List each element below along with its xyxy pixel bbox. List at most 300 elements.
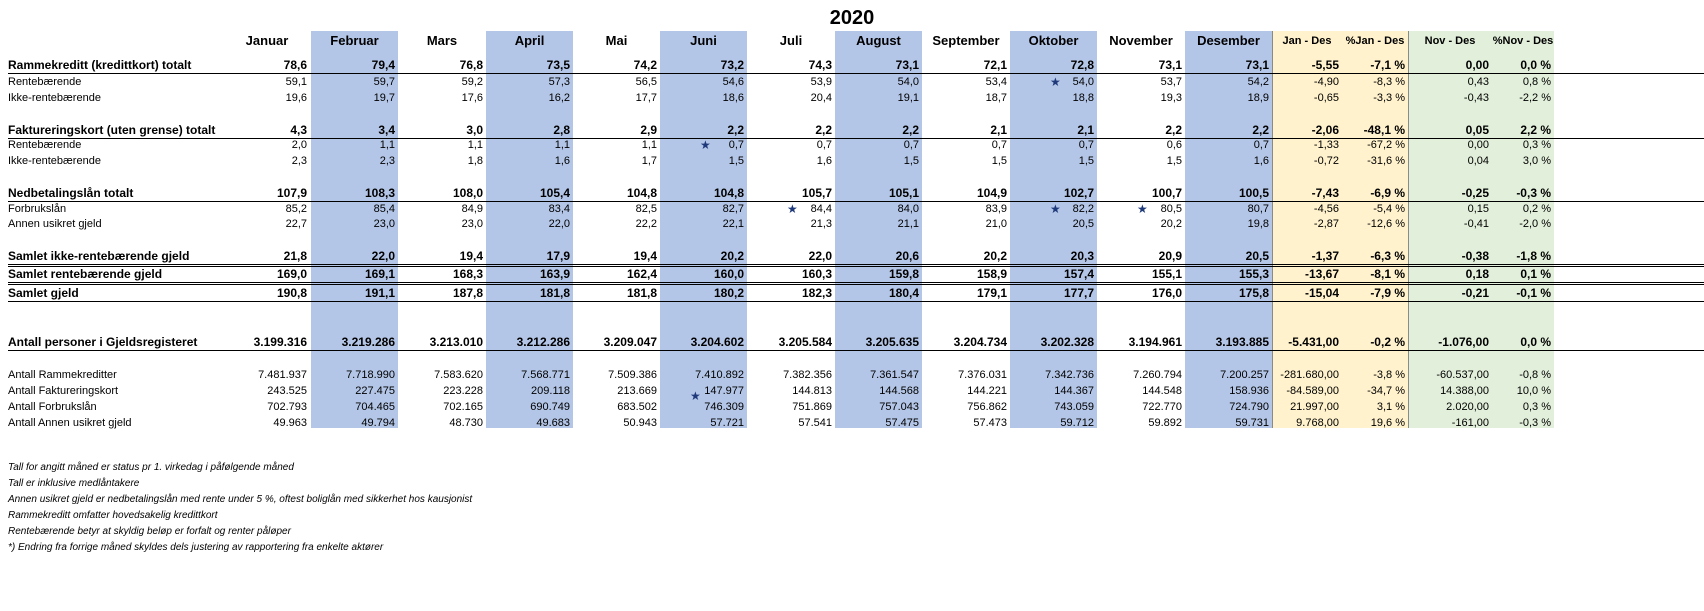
- cell-value: 0,8 %: [1522, 76, 1551, 88]
- cell-value: 179,1: [976, 286, 1007, 300]
- cell-value: 22,7: [285, 218, 307, 230]
- cell-value: 16,2: [548, 92, 570, 104]
- cell-value: 757.043: [879, 401, 919, 413]
- cell-value: -0,1 %: [1516, 286, 1551, 300]
- cell-value: 73,5: [546, 58, 570, 72]
- cell-value: 1,6: [1253, 155, 1269, 167]
- cell-value: 59.731: [1235, 417, 1269, 429]
- cell-value: -0,72: [1313, 155, 1339, 167]
- cell-value: 18,7: [985, 92, 1007, 104]
- cell-value: 3,0 %: [1522, 155, 1551, 167]
- cell-value: -5,55: [1311, 58, 1339, 72]
- cell-value: 74,3: [808, 58, 832, 72]
- cell-value: 104,8: [713, 186, 744, 200]
- cell-value: 3.193.885: [1215, 335, 1269, 349]
- table-row: [8, 415, 1704, 431]
- cell-value: 144.548: [1142, 385, 1182, 397]
- cell-value: -12,6 %: [1367, 218, 1405, 230]
- row-label: Rammekreditt (kredittkort) totalt: [8, 58, 192, 72]
- cell-value: -0,21: [1461, 286, 1489, 300]
- cell-value: -5.431,00: [1288, 335, 1339, 349]
- cell-value: 18,8: [1072, 92, 1094, 104]
- cell-value: 144.367: [1054, 385, 1094, 397]
- column-header: Juni: [690, 33, 717, 48]
- cell-value: 169,1: [364, 267, 395, 281]
- cell-value: -0,3 %: [1516, 186, 1551, 200]
- cell-value: 160,3: [801, 267, 832, 281]
- cell-value: -161,00: [1451, 417, 1489, 429]
- row-label: Samlet rentebærende gjeld: [8, 267, 163, 281]
- cell-value: 159,8: [888, 267, 919, 281]
- cell-value: 0,3 %: [1522, 401, 1551, 413]
- cell-value: 21.997,00: [1290, 401, 1339, 413]
- column-header: %Nov - Des: [1492, 35, 1554, 47]
- table-row: [8, 90, 1704, 106]
- cell-value: 7.583.620: [434, 369, 483, 381]
- cell-value: 751.869: [792, 401, 832, 413]
- cell-value: 17,6: [461, 92, 483, 104]
- cell-value: 20,5: [1072, 218, 1094, 230]
- cell-value: 7.200.257: [1220, 369, 1269, 381]
- cell-value: -2,87: [1313, 218, 1339, 230]
- cell-value: 23,0: [373, 218, 395, 230]
- star-icon: ★: [690, 389, 701, 403]
- cell-value: 158,9: [976, 267, 1007, 281]
- cell-value: 19,1: [897, 92, 919, 104]
- star-icon: ★: [1050, 202, 1061, 216]
- cell-value: 7.342.736: [1045, 369, 1094, 381]
- cell-value: 72,8: [1070, 58, 1094, 72]
- cell-value: -1,33: [1313, 139, 1339, 151]
- cell-value: 9.768,00: [1296, 417, 1339, 429]
- summary-row: [8, 285, 1704, 302]
- cell-value: 54,0: [897, 76, 919, 88]
- cell-value: 0,0 %: [1520, 58, 1551, 72]
- summary-row: [8, 334, 1704, 351]
- cell-value: 7.718.990: [346, 369, 395, 381]
- cell-value: 20,2: [1160, 218, 1182, 230]
- cell-value: -0,8 %: [1519, 369, 1551, 381]
- cell-value: -7,1 %: [1370, 58, 1405, 72]
- cell-value: 3.205.584: [778, 335, 832, 349]
- cell-value: 0,7: [1078, 139, 1094, 151]
- cell-value: 144.221: [967, 385, 1007, 397]
- cell-value: 7.361.547: [870, 369, 919, 381]
- cell-value: 1,1: [379, 139, 395, 151]
- cell-value: 213.669: [617, 385, 657, 397]
- star-icon: ★: [700, 138, 711, 152]
- cell-value: -34,7 %: [1367, 385, 1405, 397]
- cell-value: 83,9: [985, 203, 1007, 215]
- cell-value: 20,6: [895, 249, 919, 263]
- cell-value: -0,38: [1461, 249, 1489, 263]
- cell-value: 20,4: [810, 92, 832, 104]
- cell-value: 2.020,00: [1446, 401, 1489, 413]
- cell-value: 57.721: [710, 417, 744, 429]
- cell-value: 722.770: [1142, 401, 1182, 413]
- footnote: Rammekreditt omfatter hovedsakelig kredittkort: [8, 510, 218, 521]
- cell-value: 78,6: [283, 58, 307, 72]
- row-label: Ikke-rentebærende: [8, 155, 101, 167]
- row-label: Rentebærende: [8, 76, 82, 88]
- cell-value: 83,4: [548, 203, 570, 215]
- cell-value: 18,9: [1247, 92, 1269, 104]
- footnote: Tall er inklusive medlåntakere: [8, 478, 140, 489]
- cell-value: 0,2 %: [1522, 203, 1551, 215]
- summary-row: [8, 185, 1704, 202]
- cell-value: 743.059: [1054, 401, 1094, 413]
- cell-value: 162,4: [626, 267, 657, 281]
- row-label: Antall Annen usikret gjeld: [8, 417, 132, 429]
- cell-value: 49.683: [536, 417, 570, 429]
- cell-value: 72,1: [983, 58, 1007, 72]
- column-header: Jan - Des: [1282, 35, 1332, 47]
- cell-value: 22,0: [808, 249, 832, 263]
- cell-value: 19,4: [633, 249, 657, 263]
- cell-value: -1,8 %: [1516, 249, 1551, 263]
- cell-value: 21,1: [897, 218, 919, 230]
- cell-value: 702.165: [443, 401, 483, 413]
- cell-value: 176,0: [1151, 286, 1182, 300]
- footnote: Rentebærende betyr at skyldig beløp er forfalt og renter påløper: [8, 526, 291, 537]
- cell-value: 74,2: [633, 58, 657, 72]
- cell-value: 73,1: [895, 58, 919, 72]
- cell-value: -48,1 %: [1363, 123, 1405, 137]
- cell-value: -4,56: [1313, 203, 1339, 215]
- cell-value: -84.589,00: [1286, 385, 1339, 397]
- cell-value: 59.712: [1060, 417, 1094, 429]
- cell-value: -7,9 %: [1370, 286, 1405, 300]
- cell-value: 1,8: [467, 155, 483, 167]
- cell-value: -3,8 %: [1373, 369, 1405, 381]
- cell-value: 108,0: [452, 186, 483, 200]
- cell-value: 0,0 %: [1520, 335, 1551, 349]
- cell-value: 2,2: [1252, 123, 1269, 137]
- cell-value: 79,4: [371, 58, 395, 72]
- cell-value: 19,8: [1247, 218, 1269, 230]
- row-label: Antall Forbrukslån: [8, 401, 97, 413]
- cell-value: 2,1: [990, 123, 1007, 137]
- cell-value: 3.194.961: [1128, 335, 1182, 349]
- cell-value: 2,2: [815, 123, 832, 137]
- cell-value: 187,8: [452, 286, 483, 300]
- cell-value: 18,6: [722, 92, 744, 104]
- cell-value: 182,3: [801, 286, 832, 300]
- footnotes: [8, 460, 472, 556]
- column-header: Januar: [245, 33, 289, 48]
- cell-value: 76,8: [459, 58, 483, 72]
- cell-value: 0,00: [1467, 139, 1489, 151]
- column-header: Mai: [605, 33, 628, 48]
- cell-value: 105,1: [888, 186, 919, 200]
- cell-value: -8,3 %: [1373, 76, 1405, 88]
- cell-value: 1,5: [1078, 155, 1094, 167]
- cell-value: 53,4: [985, 76, 1007, 88]
- cell-value: 746.309: [704, 401, 744, 413]
- cell-value: 57,3: [548, 76, 570, 88]
- cell-value: 191,1: [364, 286, 395, 300]
- cell-value: 80,7: [1247, 203, 1269, 215]
- cell-value: 84,0: [897, 203, 919, 215]
- cell-value: 7.509.386: [608, 369, 657, 381]
- cell-value: 21,0: [985, 218, 1007, 230]
- table-row: [8, 137, 1704, 153]
- cell-value: 0,6: [1166, 139, 1182, 151]
- column-header: Februar: [330, 33, 379, 48]
- row-label: Faktureringskort (uten grense) totalt: [8, 123, 216, 137]
- cell-value: 84,4: [810, 203, 832, 215]
- cell-value: 59,7: [373, 76, 395, 88]
- cell-value: 54,6: [722, 76, 744, 88]
- column-header: Mars: [426, 33, 458, 48]
- cell-value: 102,7: [1063, 186, 1094, 200]
- cell-value: 190,8: [276, 286, 307, 300]
- footnote: Tall for angitt måned er status pr 1. virkedag i påfølgende måned: [8, 462, 294, 473]
- column-header: Desember: [1197, 33, 1260, 48]
- cell-value: 1,1: [554, 139, 570, 151]
- cell-value: 0,18: [1465, 267, 1489, 281]
- cell-value: 48.730: [449, 417, 483, 429]
- cell-value: 1,1: [641, 139, 657, 151]
- cell-value: 59,1: [285, 76, 307, 88]
- cell-value: 10,0 %: [1516, 385, 1551, 397]
- cell-value: 181,8: [626, 286, 657, 300]
- cell-value: 59.892: [1148, 417, 1182, 429]
- cell-value: 1,5: [728, 155, 744, 167]
- cell-value: 702.793: [267, 401, 307, 413]
- cell-value: 73,1: [1245, 58, 1269, 72]
- row-label: Annen usikret gjeld: [8, 218, 102, 230]
- cell-value: 100,7: [1151, 186, 1182, 200]
- cell-value: 3.199.316: [253, 335, 307, 349]
- cell-value: 59,2: [461, 76, 483, 88]
- footnote: Annen usikret gjeld er nedbetalingslån med rente under 5 %, oftest boliglån med sikkerhet hos kausjonist: [8, 494, 473, 505]
- cell-value: 157,4: [1063, 267, 1094, 281]
- cell-value: 0,1 %: [1520, 267, 1551, 281]
- cell-value: -281.680,00: [1280, 369, 1339, 381]
- cell-value: 2,3: [379, 155, 395, 167]
- cell-value: 20,2: [720, 249, 744, 263]
- cell-value: -2,06: [1311, 123, 1339, 137]
- cell-value: 704.465: [355, 401, 395, 413]
- column-header: August: [856, 33, 901, 48]
- cell-value: 22,2: [635, 218, 657, 230]
- cell-value: 7.568.771: [521, 369, 570, 381]
- cell-value: 0,04: [1467, 155, 1489, 167]
- cell-value: 7.410.892: [695, 369, 744, 381]
- row-label: Forbrukslån: [8, 203, 67, 215]
- cell-value: 20,5: [1245, 249, 1269, 263]
- cell-value: 144.813: [792, 385, 832, 397]
- cell-value: 82,2: [1072, 203, 1094, 215]
- cell-value: 19,6 %: [1370, 417, 1405, 429]
- cell-value: 82,7: [722, 203, 744, 215]
- column-header: April: [514, 33, 545, 48]
- cell-value: 209.118: [531, 385, 570, 397]
- cell-value: 724.790: [1229, 401, 1269, 413]
- cell-value: 22,0: [371, 249, 395, 263]
- cell-value: 690.749: [530, 401, 570, 413]
- cell-value: 158.936: [1229, 385, 1269, 397]
- footnote: *) Endring fra forrige måned skyldes dels justering av rapportering fra enkelte aktører: [8, 542, 384, 553]
- cell-value: 23,0: [461, 218, 483, 230]
- cell-value: 3.213.010: [429, 335, 483, 349]
- cell-value: -1.076,00: [1438, 335, 1489, 349]
- cell-value: 0,05: [1465, 123, 1489, 137]
- cell-value: -0,41: [1463, 218, 1489, 230]
- cell-value: 19,3: [1160, 92, 1182, 104]
- cell-value: 22,1: [722, 218, 744, 230]
- cell-value: 2,8: [553, 123, 570, 137]
- summary-row: [8, 266, 1704, 285]
- cell-value: 0,7: [816, 139, 832, 151]
- cell-value: 181,8: [539, 286, 570, 300]
- cell-value: 7.260.794: [1133, 369, 1182, 381]
- cell-value: 17,7: [635, 92, 657, 104]
- column-header: Nov - Des: [1424, 35, 1476, 47]
- cell-value: 4,3: [290, 123, 307, 137]
- cell-value: 1,5: [1166, 155, 1182, 167]
- cell-value: 105,4: [539, 186, 570, 200]
- cell-value: 0,43: [1467, 76, 1489, 88]
- cell-value: 85,2: [285, 203, 307, 215]
- cell-value: -8,1 %: [1370, 267, 1405, 281]
- cell-value: 53,7: [1160, 76, 1182, 88]
- cell-value: 169,0: [276, 267, 307, 281]
- cell-value: 53,9: [810, 76, 832, 88]
- cell-value: 19,6: [285, 92, 307, 104]
- page-title: 2020: [829, 7, 875, 29]
- cell-value: 0,00: [1465, 58, 1489, 72]
- row-label: Samlet gjeld: [8, 286, 79, 300]
- row-label: Ikke-rentebærende: [8, 92, 101, 104]
- cell-value: 3.204.734: [953, 335, 1007, 349]
- cell-value: 107,9: [276, 186, 307, 200]
- cell-value: 73,2: [720, 58, 744, 72]
- cell-value: 160,0: [713, 267, 744, 281]
- cell-value: 57.475: [885, 417, 919, 429]
- cell-value: 155,3: [1238, 267, 1269, 281]
- column-header: September: [932, 33, 1000, 48]
- summary-row: [8, 248, 1704, 267]
- cell-value: -13,67: [1304, 267, 1339, 281]
- cell-value: 163,9: [539, 267, 570, 281]
- cell-value: -0,43: [1463, 92, 1489, 104]
- cell-value: -2,0 %: [1519, 218, 1551, 230]
- cell-value: 3.202.328: [1040, 335, 1094, 349]
- cell-value: 2,2: [1165, 123, 1182, 137]
- cell-value: -7,43: [1311, 186, 1339, 200]
- cell-value: 104,8: [626, 186, 657, 200]
- table-row: [8, 74, 1704, 90]
- cell-value: 3.219.286: [341, 335, 395, 349]
- cell-value: 175,8: [1238, 286, 1269, 300]
- cell-value: 3.209.047: [603, 335, 657, 349]
- cell-value: 3,1 %: [1376, 401, 1405, 413]
- cell-value: 227.475: [355, 385, 395, 397]
- cell-value: -0,2 %: [1370, 335, 1405, 349]
- cell-value: 20,3: [1070, 249, 1094, 263]
- table-row: [8, 153, 1704, 169]
- row-label: Nedbetalingslån totalt: [8, 186, 134, 200]
- cell-value: 85,4: [373, 203, 395, 215]
- cell-value: -67,2 %: [1367, 139, 1405, 151]
- row-label: Samlet ikke-rentebærende gjeld: [8, 249, 190, 263]
- table-row: [8, 367, 1704, 383]
- column-header: Oktober: [1028, 33, 1079, 48]
- cell-value: 21,3: [810, 218, 832, 230]
- cell-value: -2,2 %: [1519, 92, 1551, 104]
- row-label: Rentebærende: [8, 139, 82, 151]
- cell-value: 147.977: [704, 385, 744, 397]
- cell-value: 0,7: [903, 139, 919, 151]
- summary-row: [8, 57, 1704, 74]
- cell-value: 2,0: [291, 139, 307, 151]
- table-row: [8, 201, 1704, 217]
- cell-value: -4,90: [1313, 76, 1339, 88]
- cell-value: 56,5: [635, 76, 657, 88]
- star-icon: ★: [1137, 202, 1148, 216]
- cell-value: 73,1: [1158, 58, 1182, 72]
- cell-value: 1,5: [991, 155, 1007, 167]
- cell-value: -15,04: [1304, 286, 1339, 300]
- cell-value: -60.537,00: [1436, 369, 1489, 381]
- cell-value: -31,6 %: [1367, 155, 1405, 167]
- cell-value: -0,25: [1461, 186, 1489, 200]
- cell-value: 57.473: [973, 417, 1007, 429]
- cell-value: 2,1: [1077, 123, 1094, 137]
- column-header: Juli: [779, 33, 803, 48]
- cell-value: 177,7: [1063, 286, 1094, 300]
- cell-value: 683.502: [617, 401, 657, 413]
- cell-value: 0,3 %: [1522, 139, 1551, 151]
- cell-value: 7.376.031: [958, 369, 1007, 381]
- cell-value: -3,3 %: [1373, 92, 1405, 104]
- cell-value: 17,9: [546, 249, 570, 263]
- cell-value: 7.382.356: [783, 369, 832, 381]
- cell-value: 3,0: [466, 123, 483, 137]
- table-row: [8, 399, 1704, 415]
- cell-value: 0,15: [1467, 203, 1489, 215]
- cell-value: 1,6: [816, 155, 832, 167]
- row-label: Antall Rammekreditter: [8, 369, 117, 381]
- cell-value: -0,3 %: [1519, 417, 1551, 429]
- cell-value: 57.541: [798, 417, 832, 429]
- cell-value: 223.228: [443, 385, 483, 397]
- cell-value: 80,5: [1160, 203, 1182, 215]
- cell-value: 2,2 %: [1520, 123, 1551, 137]
- cell-value: 243.525: [267, 385, 307, 397]
- cell-value: 0,7: [728, 139, 744, 151]
- cell-value: -0,65: [1313, 92, 1339, 104]
- column-header: %Jan - Des: [1345, 35, 1405, 47]
- row-label: Antall personer i Gjeldsregisteret: [8, 335, 198, 349]
- cell-value: 49.794: [361, 417, 395, 429]
- table-row: [8, 383, 1704, 399]
- cell-value: 1,6: [554, 155, 570, 167]
- cell-value: 168,3: [452, 267, 483, 281]
- star-icon: ★: [787, 202, 798, 216]
- cell-value: 3.204.602: [690, 335, 744, 349]
- cell-value: 22,0: [548, 218, 570, 230]
- cell-value: -6,9 %: [1370, 186, 1405, 200]
- cell-value: 2,2: [902, 123, 919, 137]
- cell-value: 84,9: [461, 203, 483, 215]
- cell-value: 108,3: [364, 186, 395, 200]
- cell-value: -6,3 %: [1370, 249, 1405, 263]
- cell-value: 3.212.286: [516, 335, 570, 349]
- cell-value: 19,7: [373, 92, 395, 104]
